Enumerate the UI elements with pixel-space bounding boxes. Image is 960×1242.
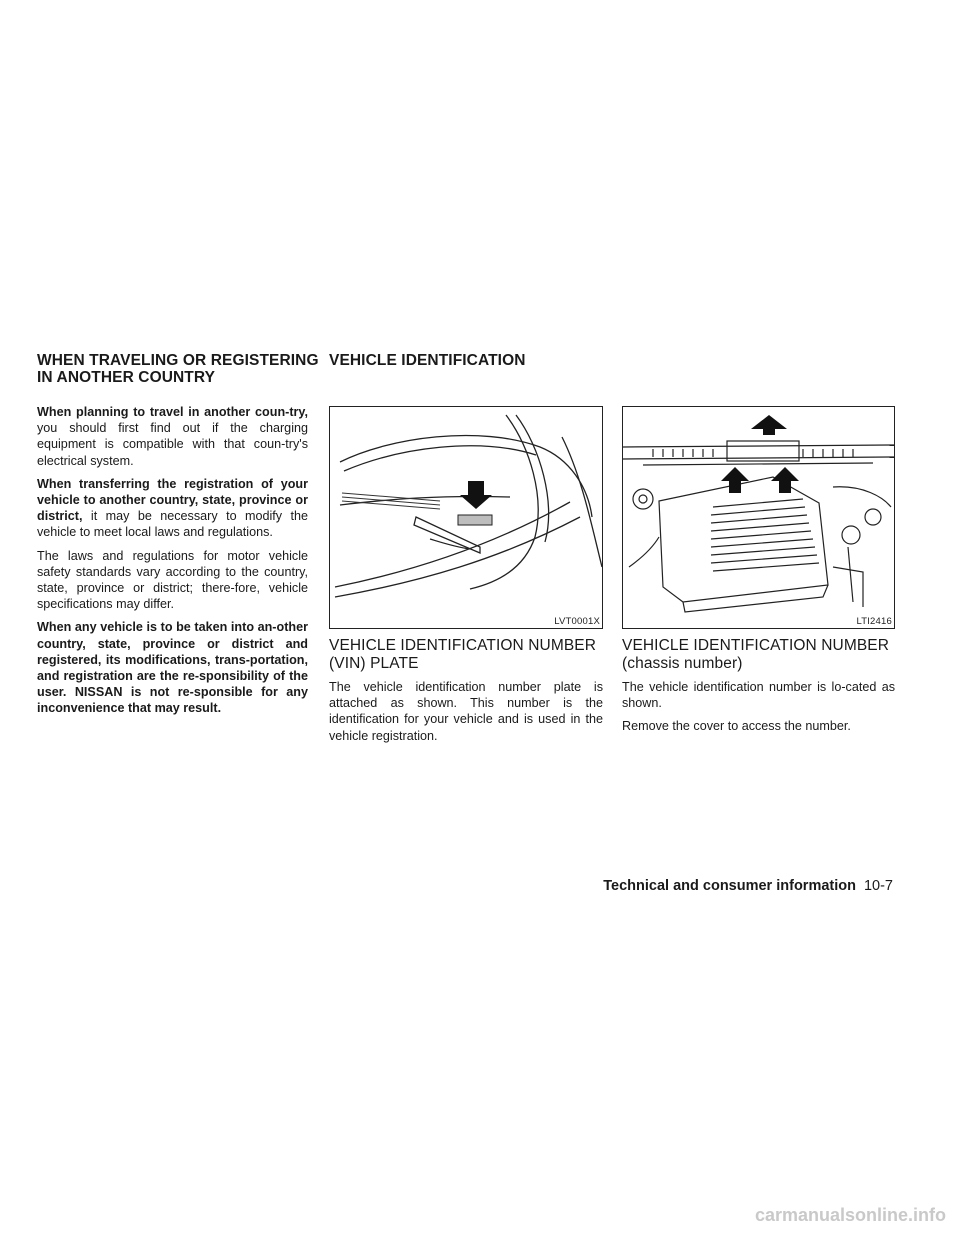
watermark: carmanualsonline.info — [754, 1205, 946, 1225]
lead-responsibility: When any vehicle is to be taken into an-other country, state, province or district and registered, its modifications, trans-portation, and registration are the re-sponsibility of the user. NISSAN is not re-sponsible for any inconvenience that may result. — [37, 620, 308, 716]
text-laws: The laws and regulations for motor vehicle safety standards vary according to the country, state, province or district; there-fore, vehicle specifications may differ. — [37, 548, 308, 612]
paragraph-responsibility — [37, 619, 308, 716]
vin-plate-heading: VEHICLE IDENTIFICATION NUMBER (VIN) PLATE — [329, 637, 596, 672]
chassis-body-2: Remove the cover to access the number. — [622, 719, 851, 734]
section-heading-travel: WHEN TRAVELING OR REGISTERING IN ANOTHER COUNTRY — [37, 352, 319, 386]
figure-code-vin: LVT0001X — [554, 616, 600, 627]
paragraph-transfer — [37, 476, 308, 541]
vin-plate-illustration — [330, 407, 602, 628]
text-transfer: it may be necessary to modify the vehicle to meet local laws and regulations. — [37, 509, 308, 540]
vin-plate-figure — [329, 406, 603, 629]
paragraph-laws — [37, 548, 308, 613]
section-heading-vehicle-id: VEHICLE IDENTIFICATION — [329, 352, 526, 369]
paragraph-travel — [37, 404, 308, 469]
vin-plate-body: The vehicle identification number plate is attached as shown. This number is the identification for your vehicle and is used in the vehicle registration. — [329, 680, 603, 743]
text-travel: you should first find out if the charging equipment is compatible with that coun-try's electrical system. — [37, 421, 308, 468]
page-footer — [603, 878, 893, 894]
chassis-figure — [622, 406, 895, 629]
lead-transfer: When transferring the registration of your vehicle to another country, state, province or district, — [37, 476, 308, 524]
chassis-body-block — [622, 679, 895, 742]
travel-column — [37, 404, 308, 724]
page-number: 10-7 — [863, 878, 893, 894]
chassis-illustration — [623, 407, 894, 628]
chassis-heading: VEHICLE IDENTIFICATION NUMBER (chassis number) — [622, 637, 889, 672]
lead-travel: When planning to travel in another coun-try, — [37, 405, 308, 419]
figure-code-chassis: LTI2416 — [856, 616, 892, 627]
chassis-body-1: The vehicle identification number is lo-cated as shown. — [622, 680, 895, 711]
footer-section: Technical and consumer information — [603, 878, 856, 894]
vin-plate-body-block — [329, 679, 603, 751]
